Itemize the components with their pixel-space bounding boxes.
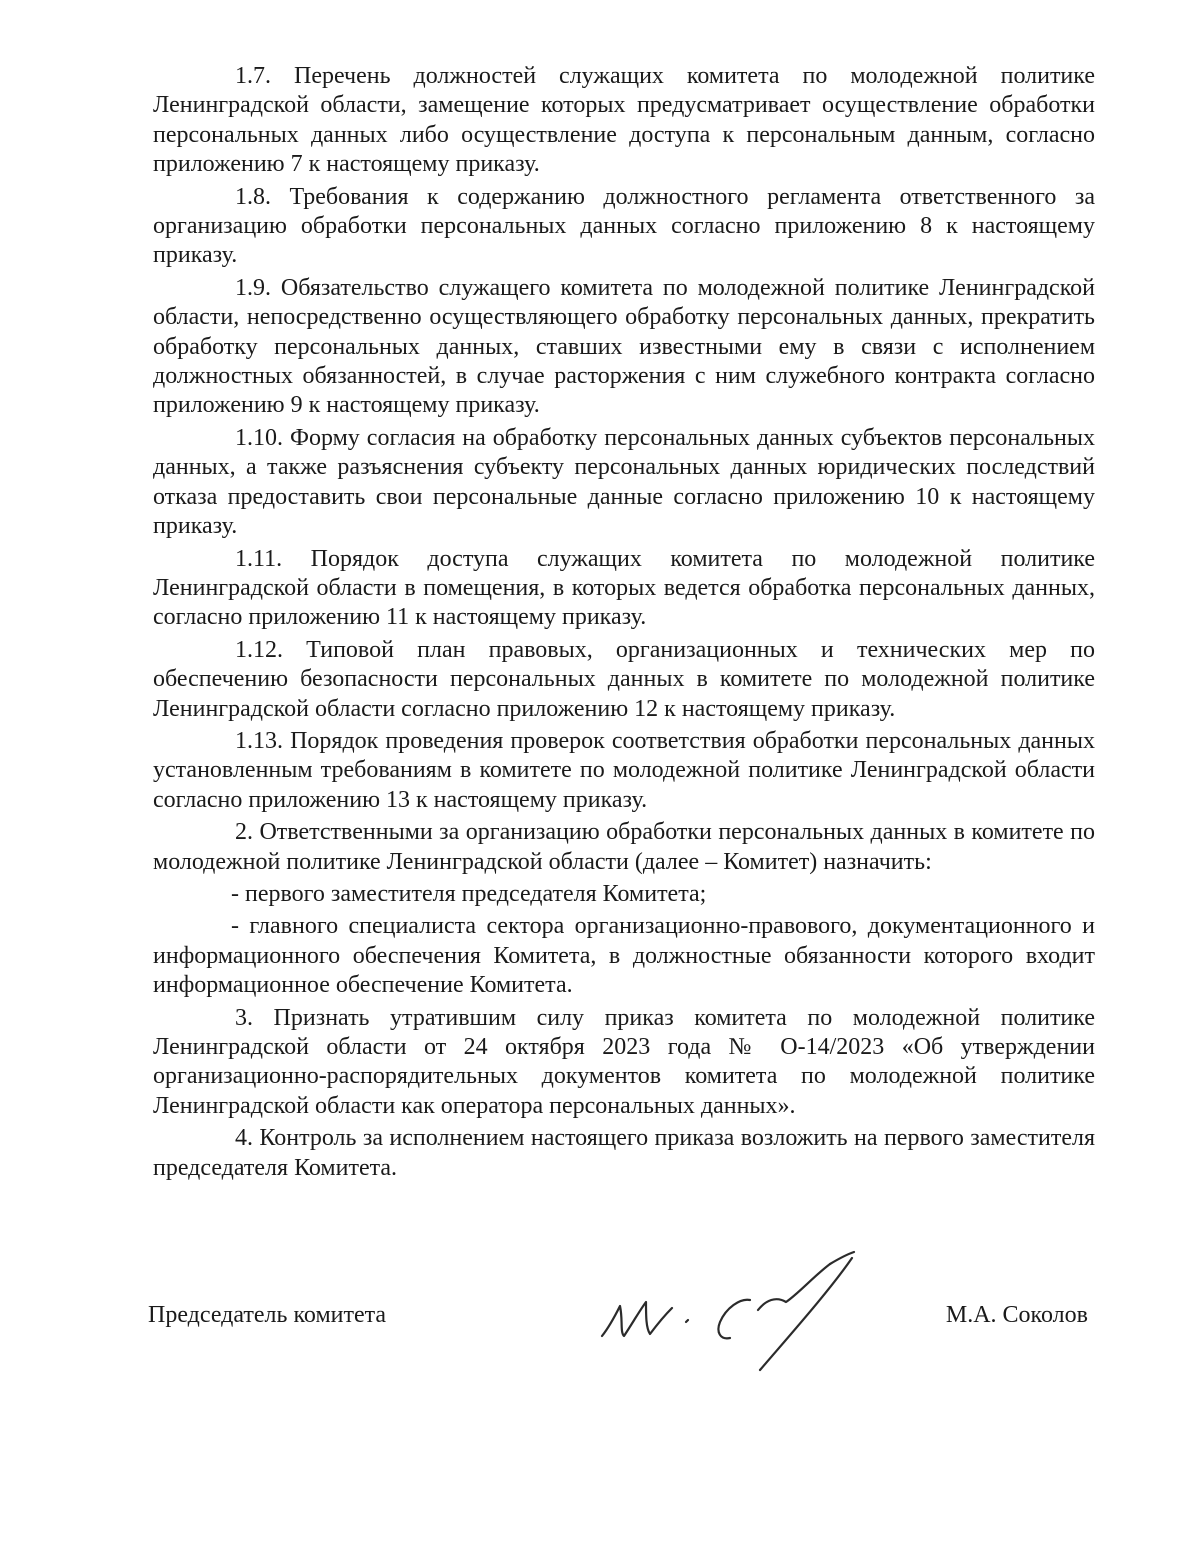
paragraph-1-7: 1.7. Перечень должностей служащих комитета по молодежной политике Ленинградской области, замещение которых предусматривает осуществление обработки персональных данных либо осуществление доступа к персональным данным, согласно приложению 7 к настоящему приказу. <box>153 63 1095 178</box>
paragraph-1-9: 1.9. Обязательство служащего комитета по молодежной политике Ленинградской области, непосредственно осуществляющего обработку персональных данных, прекратить обработку персональных данных, ставших известными ему в связи с исполнением должностных обязанностей, в случае расторжения с ним служебного контракта согласно приложению 9 к настоящему приказу. <box>153 274 1095 419</box>
signatory-name: М.А. Соколов <box>945 1302 1088 1328</box>
paragraph-1-11: 1.11. Порядок доступа служащих комитета по молодежной политике Ленинградской области в помещения, в которых ведется обработка персональных данных, согласно приложению 11 к настоящему приказу. <box>153 545 1095 631</box>
document-body <box>153 62 1095 1186</box>
paragraph-1-12: 1.12. Типовой план правовых, организационных и технических мер по обеспечению безопасности персональных данных в комитете по молодежной политике Ленинградской области согласно приложению 12 к настоящему приказу. <box>153 636 1095 722</box>
signatory-title: Председатель комитета <box>148 1302 387 1328</box>
paragraph-4: 4. Контроль за исполнением настоящего приказа возложить на первого заместителя председателя Комитета. <box>153 1125 1095 1181</box>
paragraph-1-10: 1.10. Форму согласия на обработку персональных данных субъектов персональных данных, а также разъяснения субъекту персональных данных юридических последствий отказа предоставить свои персональные данные согласно приложению 10 к настоящему приказу. <box>153 424 1095 540</box>
signature-stroke-hook <box>830 1252 854 1264</box>
paragraph-3: 3. Признать утратившим силу приказ комитета по молодежной политике Ленинградской области от 24 октября 2023 года № О-14/2023 «Об утверждении организационно-распорядительных документов комитета по молодежной политике Ленинградской области как оператора персональных данных». <box>153 1004 1095 1119</box>
list-item-chief-specialist: - главного специалиста сектора организационно-правового, документационного и информационного обеспечения Комитета, в должностные обязанности которого входит информационное обеспечение Комитета. <box>153 913 1095 999</box>
paragraph-2: 2. Ответственными за организацию обработки персональных данных в комитете по молодежной политике Ленинградской области (далее – Комитет) назначить: <box>153 819 1095 875</box>
paragraph-1-13: 1.13. Порядок проведения проверок соответствия обработки персональных данных установленным требованиям в комитете по молодежной политике Ленинградской области согласно приложению 13 к настоящему приказу. <box>153 727 1095 813</box>
paragraph-1-8: 1.8. Требования к содержанию должностного регламента ответственного за организацию обработки персональных данных согласно приложению 8 к настоящему приказу. <box>153 183 1095 269</box>
list-item-first-deputy: - первого заместителя председателя Комитета; <box>231 880 707 907</box>
signature-row <box>148 1296 1088 1396</box>
